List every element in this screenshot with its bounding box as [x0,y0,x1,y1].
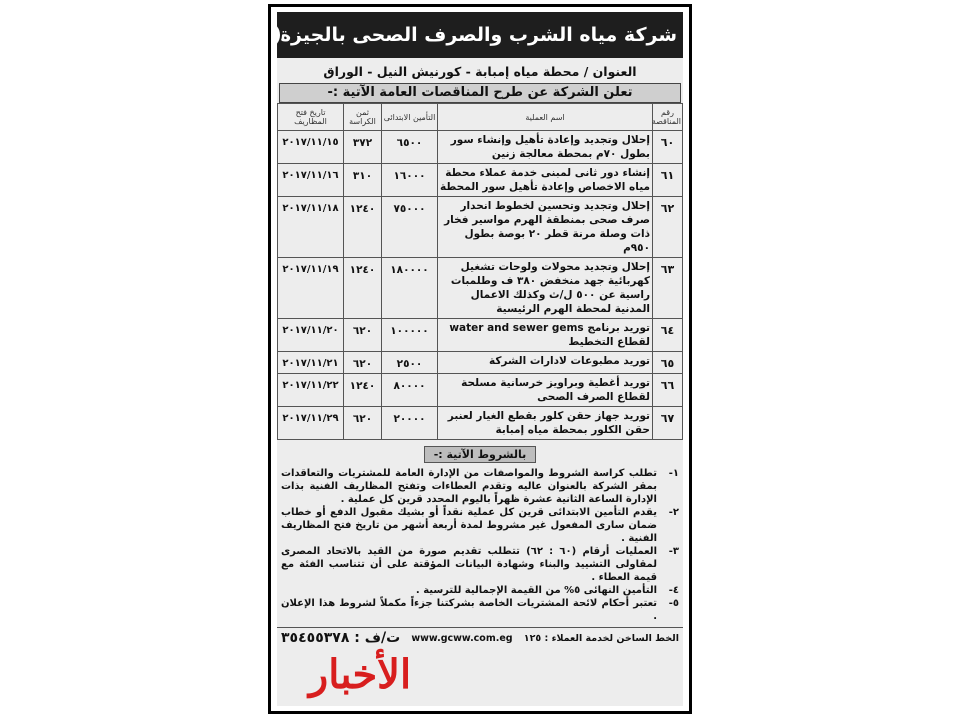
website-link[interactable]: www.gcww.com.eg [411,632,513,644]
row-price: ١٢٤٠ [344,197,382,258]
condition-item [281,545,679,584]
table-header-row [278,104,683,131]
hotline-text: الخط الساخن لخدمة العملاء : ١٢٥ [523,632,679,644]
row-num: ٦٧ [653,407,683,440]
company-title: شركة مياه الشرب والصرف الصحى بالجيزة [279,24,677,46]
header-price: ثمن الكراسة [344,104,382,131]
tenders-table [277,103,683,440]
row-insurance: ١٦٠٠٠ [382,164,438,197]
header-insurance: التأمين الابتدائى [382,104,438,131]
table-row [278,407,683,440]
row-insurance: ٢٠٠٠٠ [382,407,438,440]
row-price: ٣١٠ [344,164,382,197]
company-address: العنوان / محطة مياه إمبابة - كورنيش النيل - الوراق [323,64,637,79]
row-num: ٦٥ [653,352,683,374]
row-insurance: ٧٥٠٠٠ [382,197,438,258]
condition-number: ٣- [668,546,679,557]
row-date: ٢٠١٧/١١/٢٢ [278,374,344,407]
announcement-banner: تعلن الشركة عن طرح المناقصات العامة الآتية :- [279,83,681,103]
table-row [278,197,683,258]
condition-item [281,506,679,545]
row-desc: إنشاء دور ثانى لمبنى خدمة عملاء محطة مياه الاخصاص وإعادة تأهيل سور المحطة [438,164,653,197]
row-desc: إحلال وتجديد وتحسين لخطوط انحدار صرف صحى بمنطقة الهرم مواسير فخار ذات وصلة مرنة قطر ٢٠ بوصة بطول ٩٥٠م [438,197,653,258]
row-insurance: ٦٥٠٠ [382,131,438,164]
condition-number: ٤- [668,585,679,596]
condition-item [281,597,679,623]
table-row [278,319,683,352]
row-desc: إحلال وتجديد وإعادة تأهيل وإنشاء سور بطول ٧٠م بمحطة معالجة زنين [438,131,653,164]
row-date: ٢٠١٧/١١/٢١ [278,352,344,374]
row-num: ٦١ [653,164,683,197]
row-date: ٢٠١٧/١١/٢٩ [278,407,344,440]
condition-item [281,467,679,506]
row-price: ٣٧٢ [344,131,382,164]
row-date: ٢٠١٧/١١/١٩ [278,258,344,319]
company-logo-icon [277,17,280,53]
newspaper-logo: الأخبار [308,651,412,698]
header-num: رقم المناقصة [653,104,683,131]
condition-item [281,584,679,597]
condition-number: ٢- [668,507,679,518]
row-num: ٦٤ [653,319,683,352]
row-price: ٦٢٠ [344,407,382,440]
company-header [277,12,683,58]
ad-footer [277,627,683,648]
table-row [278,352,683,374]
condition-text: يقدم التأمين الابتدائى قرين كل عملية نقداً أو بشيك مقبول الدفع أو خطاب ضمان سارى المفعول غير مشروط لمدة أربعة أشهر من تاريخ فتح المظاريف الفنية . [281,507,657,544]
header-date: تاريخ فتح المظاريف [278,104,344,131]
table-row [278,374,683,407]
row-insurance: ٨٠٠٠٠ [382,374,438,407]
condition-number: ٥- [668,598,679,609]
condition-text: تعتبر أحكام لائحة المشتريات الخاصة بشركتنا جزءاً مكملاً لشروط هذا الإعلان . [281,598,657,622]
row-desc: توريد برنامج water and sewer gems لقطاع التخطيط [438,319,653,352]
row-price: ١٢٤٠ [344,374,382,407]
row-price: ٦٢٠ [344,319,382,352]
row-desc: توريد مطبوعات لادارات الشركة [438,352,653,374]
conditions-list [277,467,683,623]
condition-number: ١- [668,468,679,479]
row-date: ٢٠١٧/١١/١٥ [278,131,344,164]
row-price: ١٢٤٠ [344,258,382,319]
header-desc: اسم العملية [438,104,653,131]
row-desc: توريد أغطية وبراويز خرسانية مسلحة لقطاع الصرف الصحى [438,374,653,407]
table-row [278,164,683,197]
table-row [278,131,683,164]
row-date: ٢٠١٧/١١/١٦ [278,164,344,197]
row-num: ٦٠ [653,131,683,164]
row-date: ٢٠١٧/١١/٢٠ [278,319,344,352]
table-row [278,258,683,319]
row-insurance: ٢٥٠٠ [382,352,438,374]
row-insurance: ١٨٠٠٠٠ [382,258,438,319]
row-desc: إحلال وتجديد محولات ولوحات تشغيل كهربائية جهد منخفض ٣٨٠ ف وطلمبات راسية عن ٥٠٠ ل/ث وكذلك الاعمال المدنية لمحطة الهرم الرئيسية [438,258,653,319]
condition-text: تطلب كراسة الشروط والمواصفات من الإدارة العامة للمشتريات والتعاقدات بمقر الشركة بالعنوان عاليه وتقدم العطاءات وتفتح المظاريف الفنية بذات الإدارة الساعة الثانية عشرة ظهراً باليوم المحدد قرين كل عملية . [281,468,657,505]
condition-text: التأمين النهائى ٥% من القيمة الإجمالية للترسية . [415,585,657,596]
row-num: ٦٣ [653,258,683,319]
row-num: ٦٦ [653,374,683,407]
phone-fax: ت/ف : ٣٥٤٥٥٣٧٨ [281,630,401,646]
conditions-title: بالشروط الآتية :- [424,446,536,463]
tender-advertisement [277,12,683,706]
row-num: ٦٢ [653,197,683,258]
condition-text: العمليات أرقام (٦٠ : ٦٢) تتطلب تقديم صورة من القيد بالاتحاد المصرى لمقاولى التشييد والبناء وشهادة البيانات المؤقتة على أن تتناسب الفئة مع قيمة العطاء . [281,546,657,583]
row-desc: توريد جهاز حقن كلور بقطع الغيار لعنبر حقن الكلور بمحطة مياه إمبابة [438,407,653,440]
row-price: ٦٢٠ [344,352,382,374]
row-insurance: ١٠٠٠٠٠ [382,319,438,352]
row-date: ٢٠١٧/١١/١٨ [278,197,344,258]
